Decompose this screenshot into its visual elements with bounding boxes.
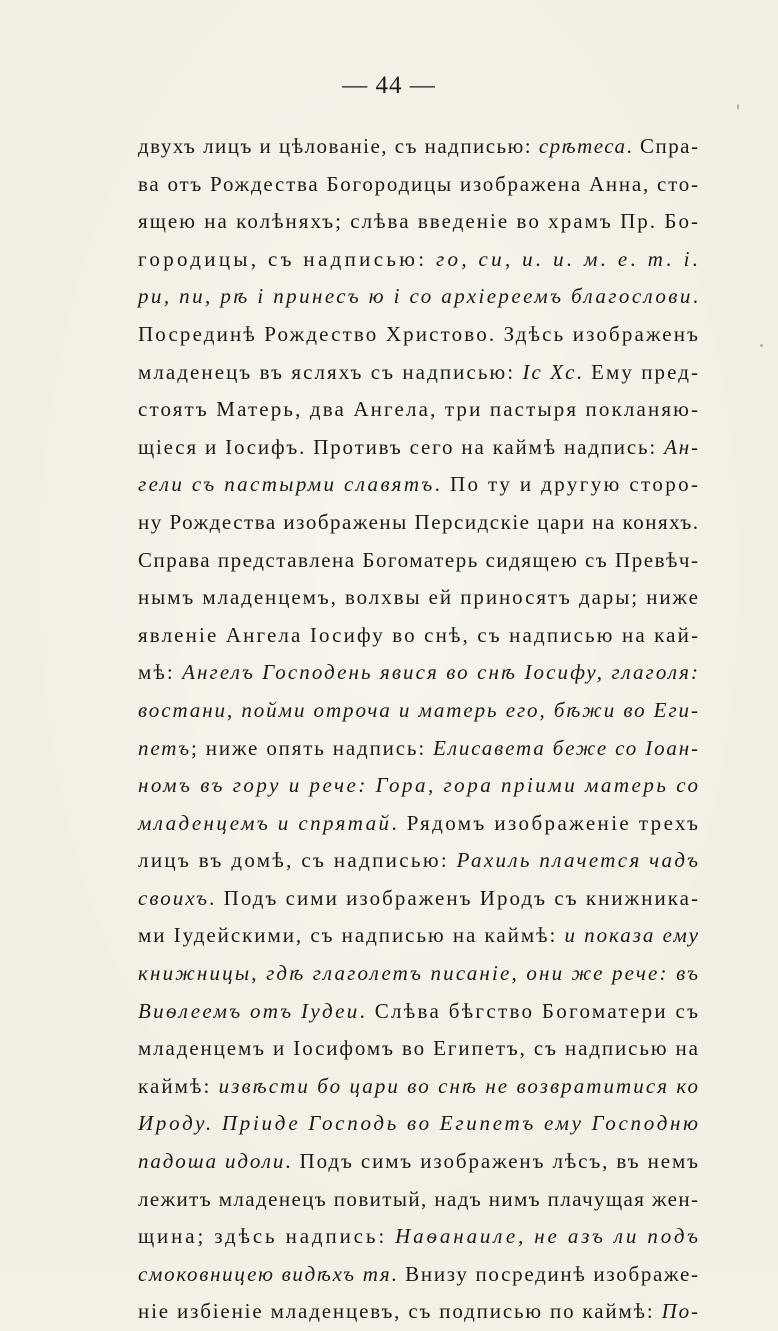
italic-text-run: Наѳанаиле, не азъ ли подъ bbox=[395, 1224, 701, 1249]
italic-text-run: Іс Хс bbox=[522, 359, 577, 384]
italic-text-run: смоковницею видѣхъ тя bbox=[138, 1261, 392, 1286]
text-run: младенецъ въ ясляхъ съ надписью: bbox=[138, 359, 523, 384]
italic-text-run: срѣтеса bbox=[538, 134, 627, 158]
italic-text-run: востани, пойми отроча и матерь его, бѣжи во Еги- bbox=[138, 697, 700, 722]
italic-text-run: Рахиль плачется чадъ bbox=[456, 848, 701, 873]
text-line bbox=[138, 842, 701, 880]
text-line bbox=[138, 1181, 698, 1219]
text-line bbox=[138, 354, 701, 392]
text-line bbox=[138, 166, 698, 204]
text-run: . Ему пред- bbox=[576, 359, 701, 384]
text-line bbox=[138, 617, 701, 655]
text-line bbox=[138, 1256, 698, 1294]
text-run: щіеся и Іосифъ. Противъ сего на каймѣ надпись: bbox=[138, 434, 665, 459]
text-run: ; ниже опять надпись: bbox=[191, 735, 434, 760]
text-run: . Подъ симъ изображенъ лѣсъ, въ немъ bbox=[285, 1149, 700, 1174]
text-run: Посрединѣ Рождество Христово. Здѣсь изображенъ bbox=[138, 321, 701, 346]
text-line bbox=[138, 654, 701, 692]
text-line bbox=[138, 391, 701, 429]
text-line bbox=[138, 241, 702, 279]
text-line bbox=[138, 316, 701, 354]
text-line bbox=[138, 542, 698, 580]
text-run: Справа представлена Богоматерь сидящею съ Превѣч- bbox=[138, 547, 700, 572]
italic-text-run: Елисавета беже со Іоан- bbox=[433, 735, 700, 760]
italic-text-run: Ан- bbox=[664, 434, 700, 459]
italic-text-run: По- bbox=[661, 1299, 700, 1324]
italic-text-run: своихъ bbox=[138, 885, 210, 910]
text-line bbox=[138, 579, 698, 617]
italic-text-run: и показа ему bbox=[564, 923, 700, 948]
italic-text-run: ри, пи, рѣ і принесъ ю і со архіереемъ благослови bbox=[138, 284, 693, 309]
text-line bbox=[138, 880, 701, 918]
text-line bbox=[138, 1218, 701, 1256]
text-run: щина; здѣсь надпись: bbox=[138, 1224, 396, 1249]
text-run: младенцемъ и Іосифомъ во Египетъ, съ надписью на bbox=[138, 1036, 700, 1061]
text-run: ящею на колѣняхъ; слѣва введеніе во храмъ Пр. Бо- bbox=[138, 209, 701, 234]
text-run: . Спра- bbox=[626, 134, 700, 158]
text-line bbox=[138, 767, 701, 805]
paper-speck bbox=[760, 344, 763, 347]
text-run: лежитъ младенецъ повитый, надъ нимъ плачущая жен- bbox=[138, 1186, 700, 1211]
text-line bbox=[138, 278, 701, 316]
text-line bbox=[138, 1068, 701, 1106]
text-line bbox=[138, 203, 701, 241]
text-line bbox=[138, 466, 701, 504]
text-run: двухъ лицъ и цѣлованіе, съ надписью: bbox=[138, 134, 539, 158]
text-run: мѣ: bbox=[138, 660, 183, 685]
text-line bbox=[138, 730, 698, 768]
italic-text-run: младенцемъ и спрятай bbox=[138, 810, 392, 835]
text-run: . По ту и другую сторо- bbox=[434, 472, 701, 497]
text-line bbox=[138, 429, 698, 467]
text-run: явленіе Ангела Іосифу во снѣ, съ надписью на кай- bbox=[138, 622, 701, 647]
page-number: — 44 — bbox=[342, 72, 436, 99]
text-run: нымъ младенцемъ, волхвы ей приносятъ дары; ниже bbox=[138, 585, 700, 610]
body-text bbox=[138, 128, 702, 1331]
italic-text-run: извѣсти бо цари во снѣ не возвратитися ко bbox=[218, 1073, 701, 1098]
text-run: стоятъ Матерь, два Ангела, три пастыря покланяю- bbox=[138, 397, 701, 422]
text-run: . Рядомъ изображеніе трехъ bbox=[391, 810, 701, 835]
text-line bbox=[138, 917, 698, 955]
text-run: ніе избіеніе младенцевъ, съ подписью по каймѣ: bbox=[138, 1299, 662, 1324]
paper-speck bbox=[737, 104, 739, 110]
italic-text-run: падоша идоли bbox=[138, 1149, 286, 1174]
text-run: . Слѣва бѣгство Богоматери съ bbox=[359, 998, 701, 1023]
text-run: каймѣ: bbox=[138, 1073, 219, 1098]
text-run: . Внизу посрединѣ изображе- bbox=[391, 1261, 700, 1286]
text-run: . Подъ сими изображенъ Иродъ съ книжника- bbox=[209, 885, 701, 910]
text-line bbox=[138, 1030, 698, 1068]
italic-text-run: книжницы, гдѣ глаголетъ писаніе, они же рече: въ bbox=[138, 961, 701, 986]
italic-text-run: номъ въ гору и рече: Гора, гора пріими матерь со bbox=[138, 773, 701, 798]
text-line bbox=[138, 504, 698, 542]
italic-text-run: петъ bbox=[138, 735, 192, 760]
text-line bbox=[138, 692, 698, 730]
text-run: . bbox=[692, 284, 701, 309]
text-line bbox=[138, 128, 698, 166]
text-run: ну Рождества изображены Персидскіе цари на коняхъ. bbox=[138, 509, 700, 534]
text-line bbox=[138, 993, 701, 1031]
text-run: ми Іудейскими, съ надписью на каймѣ: bbox=[138, 923, 565, 948]
italic-text-run: го, си, и. и. м. е. т. і. bbox=[436, 246, 702, 271]
text-run: ва отъ Рождества Богородицы изображена Анна, сто- bbox=[138, 171, 700, 196]
italic-text-run: Ироду. Пріиде Господь во Египетъ ему Господню bbox=[138, 1111, 701, 1136]
text-line bbox=[138, 955, 701, 993]
text-line bbox=[138, 1105, 701, 1143]
italic-text-run: Виѳлеемъ отъ Іудеи bbox=[138, 998, 360, 1023]
text-line bbox=[138, 1293, 698, 1331]
text-line bbox=[138, 1143, 698, 1181]
text-run: лицъ въ домѣ, съ надписью: bbox=[138, 848, 457, 873]
italic-text-run: Ангелъ Господень явися во снѣ Іосифу, глаголя: bbox=[182, 660, 701, 685]
text-run: городицы, съ надписью: bbox=[138, 246, 437, 271]
text-line bbox=[138, 805, 701, 843]
italic-text-run: гели съ пастырми славятъ bbox=[138, 472, 435, 497]
